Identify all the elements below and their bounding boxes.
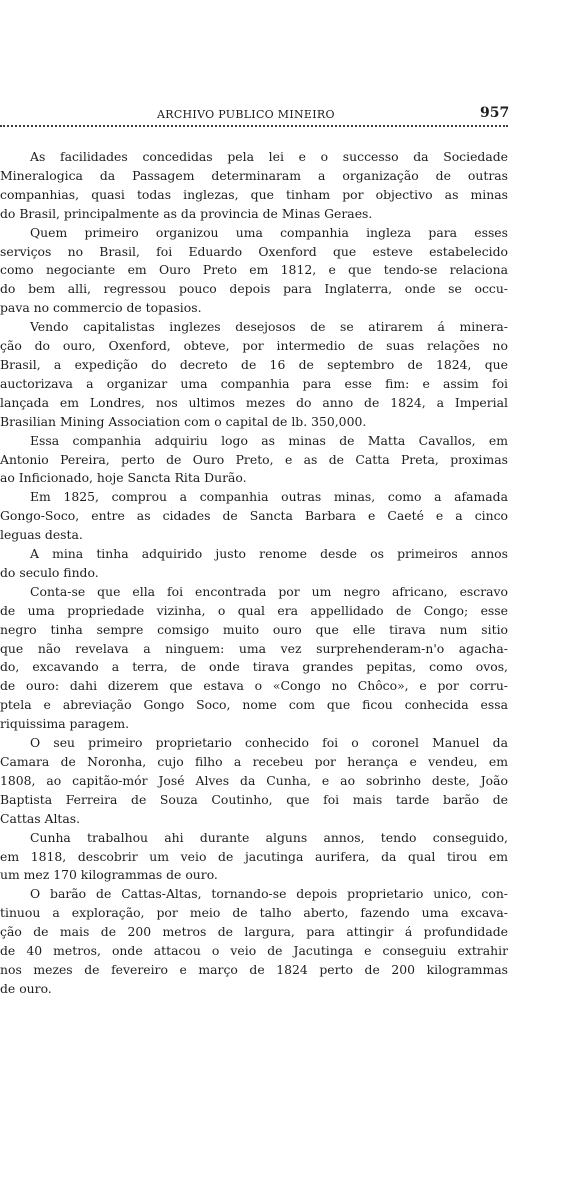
text-line: leguas desta. — [0, 527, 83, 543]
header-rule — [0, 125, 508, 127]
text-line: em 1818, descobrir um veio de jacutinga aurifera, da qual tirou em — [0, 848, 508, 864]
text-line: de uma propriedade vizinha, o qual era appellidado de Congo; esse — [0, 602, 508, 618]
text-line: O barão de Cattas-Altas, tornando-se depois proprietario unico, con- — [30, 886, 508, 902]
text-line: Essa companhia adquiriu logo as minas de Matta Cavallos, em — [30, 432, 508, 448]
text-line: A mina tinha adquirido justo renome desde os primeiros annos — [30, 546, 508, 562]
text-line: As facilidades concedidas pela lei e o successo da Sociedade — [30, 149, 508, 164]
text-line: Em 1825, comprou a companhia outras minas, como a afamada — [30, 489, 508, 505]
text-line: de ouro: dahi dizerem que estava o «Congo no Chôco», e por corru- — [0, 678, 508, 694]
text-line: ção de mais de 200 metros de largura, para attingir á profundidade — [0, 924, 508, 940]
text-line: Camara de Noronha, cujo filho a recebeu por herança e vendeu, em — [0, 754, 508, 769]
text-line: do, excavando a terra, de onde tirava grandes pepitas, como ovos, — [0, 659, 508, 675]
text-line: do bem alli, regressou pouco depois para Inglaterra, onde se occu- — [0, 281, 508, 297]
journal-title: ARCHIVO PUBLICO MINEIRO — [157, 108, 335, 121]
page-number: 957 — [480, 105, 510, 121]
text-line: como negociante em Ouro Preto em 1812, e que tendo-se relaciona — [0, 262, 508, 278]
text-line: Gongo-Soco, entre as cidades de Sancta Barbara e Caeté e a cinco — [0, 508, 508, 524]
text-line: O seu primeiro proprietario conhecido foi o coronel Manuel da — [30, 735, 508, 751]
text-line: ção do ouro, Oxenford, obteve, por intermedio de suas relações no — [0, 338, 508, 354]
text-line: de 40 metros, onde attacou o veio de Jacutinga e conseguiu extrahir — [0, 943, 508, 959]
text-line: negro tinha sempre comsigo muito ouro que elle tirava num sitio — [0, 621, 508, 637]
text-line: Antonio Pereira, perto de Ouro Preto, e as de Catta Preta, proximas — [0, 451, 508, 467]
body-text — [0, 148, 508, 999]
text-line: Cunha trabalhou ahi durante alguns annos, tendo conseguido, — [30, 829, 508, 845]
text-line: serviços no Brasil, foi Eduardo Oxenford que esteve estabelecido — [0, 243, 508, 259]
running-header — [0, 104, 587, 124]
text-line: riquissima paragem. — [0, 716, 130, 732]
text-line: ptela e abreviação Gongo Soco, nome com que ficou conhecida essa — [0, 697, 508, 713]
text-line: um mez 170 kilogrammas de ouro. — [0, 867, 218, 883]
text-line: tinuou a exploração, por meio de talho aberto, fazendo uma excava- — [0, 905, 508, 921]
text-line: Cattas Altas. — [0, 810, 81, 826]
text-line: lançada em Londres, nos ultimos mezes do anno de 1824, a Imperial — [0, 394, 508, 410]
text-line: companhias, quasi todas inglezas, que tinham por objectivo as minas — [0, 186, 508, 202]
text-line: Brasil, a expedição do decreto de 16 de septembro de 1824, que — [0, 356, 508, 372]
text-line: 1808, ao capitão-mór José Alves da Cunha, e ao sobrinho deste, João — [0, 772, 508, 788]
text-line: Conta-se que ella foi encontrada por um negro africano, escravo — [30, 583, 508, 599]
text-line: do Brasil, principalmente as da provincia de Minas Geraes. — [0, 205, 373, 221]
text-line: nos mezes de fevereiro e março de 1824 perto de 200 kilogrammas — [0, 961, 508, 977]
text-line: Baptista Ferreira de Souza Coutinho, que foi mais tarde barão de — [0, 791, 508, 807]
text-line: ao Inficionado, hoje Sancta Rita Durão. — [0, 470, 247, 486]
text-line: auctorizava a organizar uma companhia para esse fim: e assim foi — [0, 375, 508, 391]
text-line: Quem primeiro organizou uma companhia ingleza para esses — [30, 224, 508, 240]
text-line: do seculo findo. — [0, 564, 99, 580]
text-line: Mineralogica da Passagem determinaram a organização de outras — [0, 167, 508, 183]
text-line: Brasilian Mining Association com o capital de lb. 350,000. — [0, 413, 367, 429]
text-line: pava no commercio de topasios. — [0, 300, 202, 316]
text-line: que não revelava a ninguem: uma vez surprehenderam-n'o agacha- — [0, 640, 508, 656]
text-line: Vendo capitalistas inglezes desejosos de se atirarem á minera- — [30, 319, 508, 335]
text-line: de ouro. — [0, 980, 52, 996]
